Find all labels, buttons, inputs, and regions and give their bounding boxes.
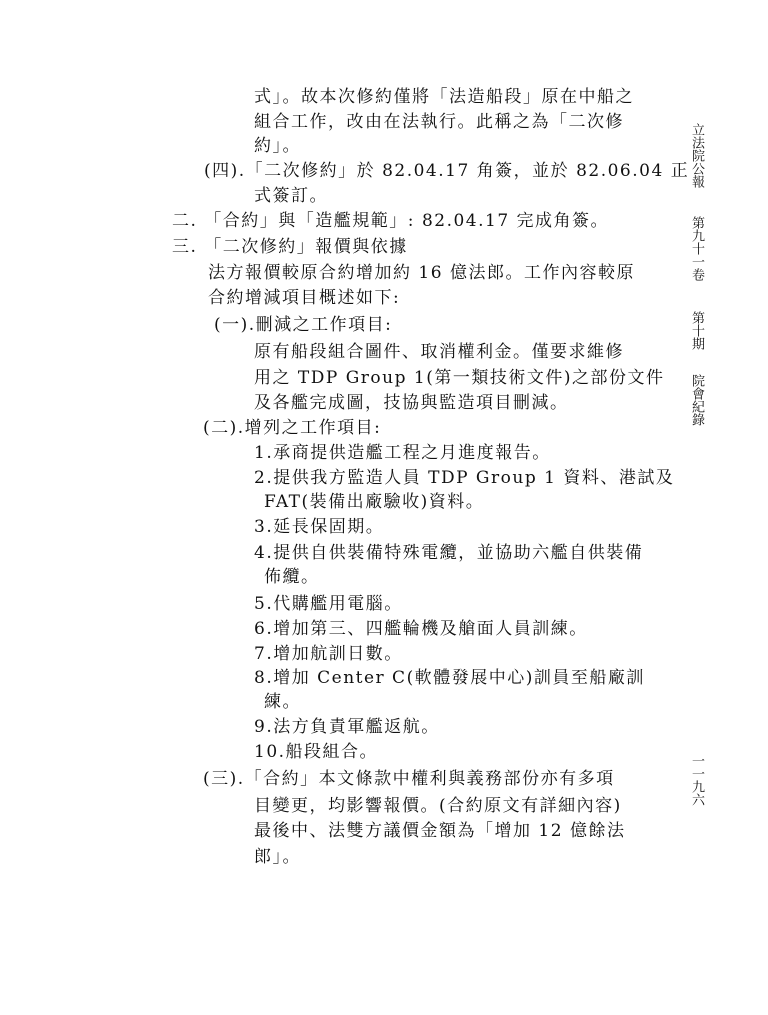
subsection-heading-3: (三).「合約」本文條款中權利與義務部份亦有多項 xyxy=(203,769,615,789)
section-heading-2: 二. 「合約」與「造艦規範」: 82.04.17 完成角簽。 xyxy=(172,211,610,231)
text-line: 及各艦完成圖，技協與監造項目刪減。 xyxy=(254,393,569,413)
text-line: 最後中、法雙方議價金額為「增加 12 億餘法 xyxy=(254,821,626,841)
text-line: 練。 xyxy=(264,692,301,712)
running-header-issue: 第十期 xyxy=(689,311,704,350)
numbered-item-2: 2.提供我方監造人員 TDP Group 1 資料、港試及 xyxy=(254,468,675,488)
text-line: 目變更，均影響報價。(合約原文有詳細內容) xyxy=(254,796,622,816)
text-line: 合約增減項目概述如下: xyxy=(208,288,401,308)
numbered-item-6: 6.增加第三、四艦輪機及艙面人員訓練。 xyxy=(254,619,588,639)
numbered-item-1: 1.承商提供造艦工程之月進度報告。 xyxy=(254,443,551,463)
text-line: FAT(裝備出廠驗收)資料。 xyxy=(264,492,485,512)
text-line: 佈纜。 xyxy=(264,567,320,587)
subsection-heading-2: (二).增列之工作項目: xyxy=(203,418,382,438)
running-header-volume: 第九十一卷 xyxy=(689,216,704,281)
numbered-item-7: 7.增加航訓日數。 xyxy=(254,644,403,664)
numbered-item-9: 9.法方負責軍艦返航。 xyxy=(254,717,440,737)
running-header-publication: 立法院公報 xyxy=(689,123,704,188)
numbered-item-5: 5.代購艦用電腦。 xyxy=(254,594,403,614)
text-line: 約」。 xyxy=(254,136,301,156)
list-item-4: (四).「二次修約」於 82.04.17 角簽，並於 82.06.04 正 xyxy=(204,161,690,181)
numbered-item-8: 8.增加 Center C(軟體發展中心)訓員至船廠訓 xyxy=(254,668,645,688)
text-line: 組合工作，改由在法執行。此稱之為「二次修 xyxy=(254,112,624,132)
numbered-item-4: 4.提供自供裝備特殊電纜，並協助六艦自供裝備 xyxy=(254,543,644,563)
text-line: 郎」。 xyxy=(254,847,301,867)
section-heading-3: 三. 「二次修約」報價與依據 xyxy=(172,237,408,257)
text-line: 式」。故本次修約僅將「法造船段」原在中船之 xyxy=(254,87,634,107)
page-number: 一一九六 xyxy=(689,754,704,806)
subsection-heading-1: (一).刪減之工作項目: xyxy=(214,315,393,335)
numbered-item-3: 3.延長保固期。 xyxy=(254,517,385,537)
text-line: 法方報價較原合約增加約 16 億法郎。工作內容較原 xyxy=(208,263,635,283)
numbered-item-10: 10.船段組合。 xyxy=(254,742,379,762)
running-header-section: 院會紀錄 xyxy=(689,374,704,426)
text-line: 式簽訂。 xyxy=(254,186,328,206)
text-line: 原有船段組合圖件、取消權利金。僅要求維修 xyxy=(254,342,624,362)
text-line: 用之 TDP Group 1(第一類技術文件)之部份文件 xyxy=(254,368,665,388)
